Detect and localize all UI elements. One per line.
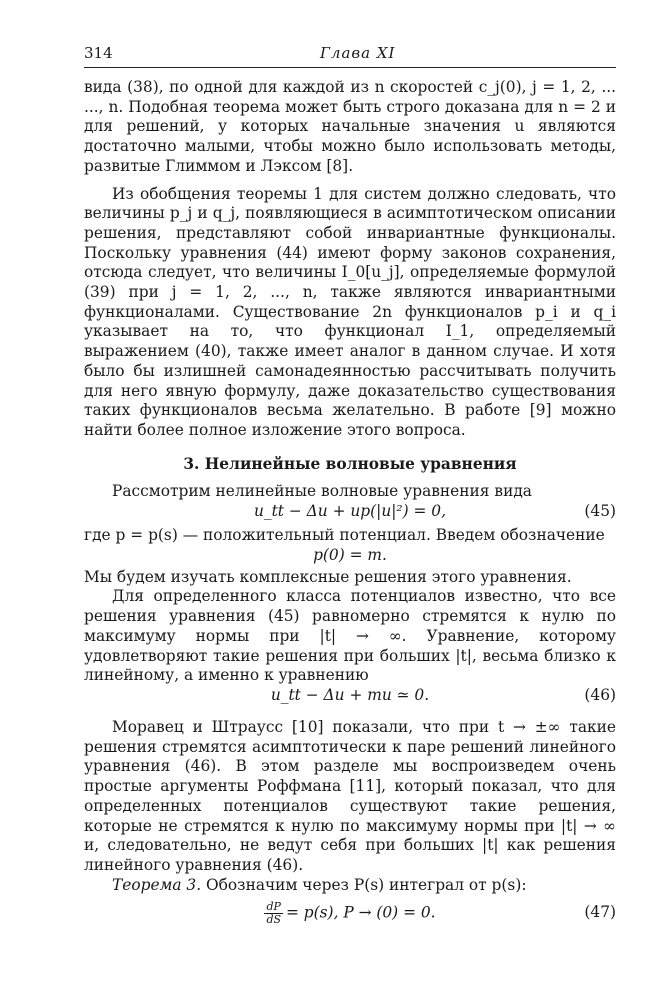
chapter-title: Глава XI bbox=[320, 44, 396, 62]
derivative-fraction bbox=[264, 901, 283, 926]
equation-47-expr bbox=[264, 901, 435, 926]
equation-47-rest: = p(s), P → (0) = 0. bbox=[286, 903, 436, 922]
equation-46-number: (46) bbox=[584, 685, 616, 704]
paragraph-5: Мы будем изучать комплексные решения этого уравнения. bbox=[84, 567, 572, 586]
section-heading: 3. Нелинейные волновые уравнения bbox=[183, 454, 517, 473]
theorem-text: Обозначим через P(s) интеграл от p(s): bbox=[206, 875, 527, 894]
page-number: 314 bbox=[84, 44, 113, 62]
page-header bbox=[84, 44, 616, 64]
paragraph-6: Для определенного класса потенциалов известно, что все решения уравнения (45) равномерно стремятся к нулю по максимуму нормы при |t| → ∞. Уравнение, которому удовлетворяют такие решения при больших |t|, весьма близко к линейному, а именно к уравнению bbox=[84, 587, 616, 685]
body-text bbox=[84, 78, 616, 931]
equation-p0: p(0) = m. bbox=[313, 545, 387, 564]
paragraph-3: Рассмотрим нелинейные волновые уравнения вида bbox=[112, 482, 532, 501]
paragraph-2: Из обобщения теоремы 1 для систем должно следовать, что величины p_j и q_j, появляющиеся в асимптотическом описании решения, представляют собой инвариантные функционалы. Поскольку уравнения (44) имеют форму законов сохранения, отсюда следует, что величины I_0[u_j], определяемые формулой (39) при j = 1, 2, ..., n, также являются инвариантными функционалами. Существование 2n функционалов p_i и q_i указывает на то, что функционал I_1, определяемый выражением (40), также имеет аналог в данном случае. И хотя было бы излишней самонадеянностью рассчитывать получить для него явную формулу, даже доказательство существования таких функционалов весьма желательно. В работе [9] можно найти более полное изложение этого вопроса. bbox=[84, 184, 616, 439]
equation-46 bbox=[84, 686, 616, 710]
paragraph-1: вида (38), по одной для каждой из n скоростей c_j(0), j = 1, 2, ... ..., n. Подобная теорема может быть строго доказана для n = 2 и для решений, у которых начальные значения u являются достаточно малыми, чтобы можно было использовать методы, развитые Глиммом и Лэксом [8]. bbox=[84, 78, 616, 175]
header-rule bbox=[84, 67, 616, 68]
fraction-denominator: dS bbox=[266, 913, 282, 927]
equation-45-expr: u_tt − Δu + up(|u|²) = 0, bbox=[254, 502, 446, 521]
equation-45 bbox=[84, 502, 616, 526]
paragraph-7: Моравец и Штраусс [10] показали, что при t → ±∞ такие решения стремятся асимптотически к паре решений линейного уравнения (46). В этом разделе мы воспроизведем очень простые аргументы Роффмана [11], который показал, что для определенных потенциалов существуют такие решения, которые не стремятся к нулю по максимуму нормы при |t| → ∞ и, следовательно, не ведут себя при больших |t| как решения линейного уравнения (46). bbox=[84, 717, 616, 874]
theorem-label: Теорема 3. bbox=[112, 875, 202, 894]
equation-47-number: (47) bbox=[584, 903, 616, 922]
equation-46-expr: u_tt − Δu + mu ≃ 0. bbox=[270, 685, 430, 704]
paragraph-4: где p = p(s) — положительный потенциал. Введем обозначение bbox=[84, 526, 605, 545]
equation-45-number: (45) bbox=[584, 502, 616, 521]
theorem-3 bbox=[84, 876, 616, 896]
fraction-numerator: dP bbox=[264, 901, 283, 914]
equation-47 bbox=[84, 895, 616, 931]
